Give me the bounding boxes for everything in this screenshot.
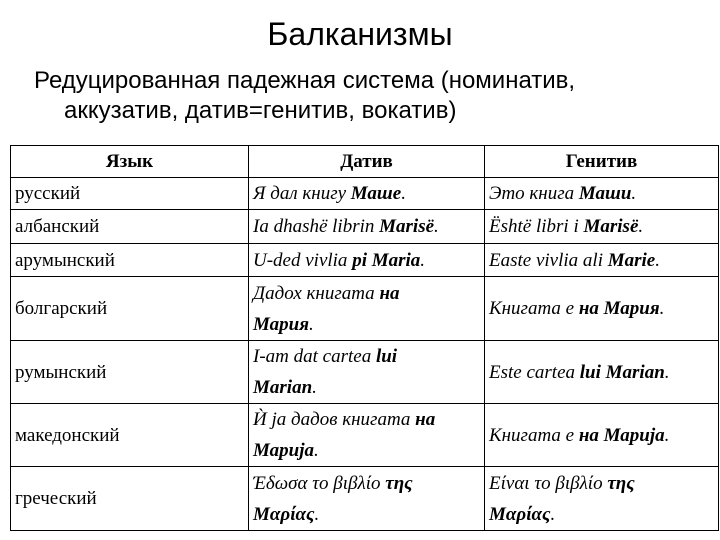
dative-bold: Marisë	[379, 216, 435, 237]
genitive-end: .	[631, 183, 637, 204]
dative-cell	[249, 467, 485, 531]
dative-text: Ѝ ја дадов книгата	[253, 409, 416, 430]
dative-end: .	[420, 249, 426, 271]
genitive-bold: της	[607, 472, 635, 494]
genitive-end: .	[659, 298, 665, 319]
dative-bold: lui	[375, 346, 398, 367]
genitive-cell	[485, 178, 719, 210]
genitive-end: .	[664, 424, 670, 446]
dative-text: I-am dat cartea	[253, 346, 376, 367]
header-genitive: Генитив	[485, 146, 719, 178]
genitive-end: .	[638, 216, 644, 237]
dative-cell	[249, 404, 485, 467]
genitive-cell	[485, 277, 719, 341]
table-row	[11, 341, 719, 404]
genitive-bold: Marisë	[583, 216, 639, 237]
genitive-text: Είναι το βιβλίο	[489, 472, 608, 494]
genitive-text: Это книга	[489, 183, 579, 204]
dative-end: .	[434, 216, 439, 237]
slide-subtitle	[34, 66, 714, 126]
language-cell: македонский	[11, 404, 249, 467]
dative-end: .	[313, 440, 319, 461]
dative-cell	[249, 341, 485, 404]
genitive-cell	[485, 341, 719, 404]
table-row	[11, 244, 719, 277]
dative-cell	[249, 277, 485, 341]
table-row	[11, 467, 719, 531]
dative-end: .	[308, 313, 314, 335]
genitive-cell	[485, 467, 719, 531]
dative-end: .	[401, 183, 406, 204]
table-header-row	[11, 146, 719, 178]
dative-text: Ia dhashë librin	[253, 216, 380, 237]
dative-cell	[249, 210, 485, 244]
genitive-text: Книгата е	[489, 298, 579, 319]
dative-text: Дадох книгата	[253, 282, 380, 304]
genitive-end: .	[655, 249, 660, 271]
genitive-text: Easte vivlia ali	[489, 249, 608, 271]
genitive-text: Книгата е	[489, 424, 579, 446]
table-row	[11, 178, 719, 210]
genitive-cell	[485, 404, 719, 467]
genitive-text: Është libri i	[489, 216, 584, 237]
dative-end: .	[314, 503, 320, 525]
genitive-bold: на Мария	[578, 298, 660, 319]
dative-name: Marian	[253, 377, 313, 398]
genitive-cell	[485, 244, 719, 277]
dative-cell	[249, 244, 485, 277]
dative-text: U-ded vivlia	[253, 249, 353, 271]
subtitle-line-2: аккузатив, датив=генитив, вокатив)	[64, 97, 457, 124]
dative-text: Έδωσα το βιβλίο	[253, 472, 386, 494]
dative-bold: Маше	[350, 183, 402, 204]
header-dative: Датив	[249, 146, 485, 178]
case-comparison-table	[10, 145, 719, 531]
dative-end: .	[312, 377, 317, 398]
table-row	[11, 277, 719, 341]
slide-title: Балканизмы	[267, 16, 453, 52]
language-cell: греческий	[11, 467, 249, 531]
dative-name: Мария	[253, 313, 309, 335]
language-cell: румынский	[11, 341, 249, 404]
dative-bold: на	[415, 409, 436, 430]
language-cell: албанский	[11, 210, 249, 244]
dative-cell	[249, 178, 485, 210]
table-row	[11, 210, 719, 244]
table-row	[11, 404, 719, 467]
header-language: Язык	[11, 146, 249, 178]
genitive-cell	[485, 210, 719, 244]
genitive-end: .	[664, 361, 670, 383]
dative-bold: pi Maria	[352, 249, 421, 271]
genitive-name: Μαρίας	[489, 503, 551, 525]
subtitle-line-1: Редуцированная падежная система (номинатив,	[34, 67, 576, 94]
language-cell: болгарский	[11, 277, 249, 341]
language-cell: русский	[11, 178, 249, 210]
dative-name: Марија	[253, 440, 314, 461]
genitive-bold: на Марија	[578, 424, 665, 446]
dative-text: Я дал книгу	[253, 183, 351, 204]
genitive-text: Este cartea	[489, 361, 580, 383]
language-cell: арумынский	[11, 244, 249, 277]
dative-bold: της	[385, 472, 413, 494]
genitive-bold: Marie	[607, 249, 656, 271]
genitive-end: .	[550, 503, 556, 525]
dative-bold: на	[379, 282, 400, 304]
genitive-bold: Маши	[578, 183, 632, 204]
dative-name: Μαρίας	[253, 503, 315, 525]
genitive-bold: lui Marian	[579, 361, 665, 383]
